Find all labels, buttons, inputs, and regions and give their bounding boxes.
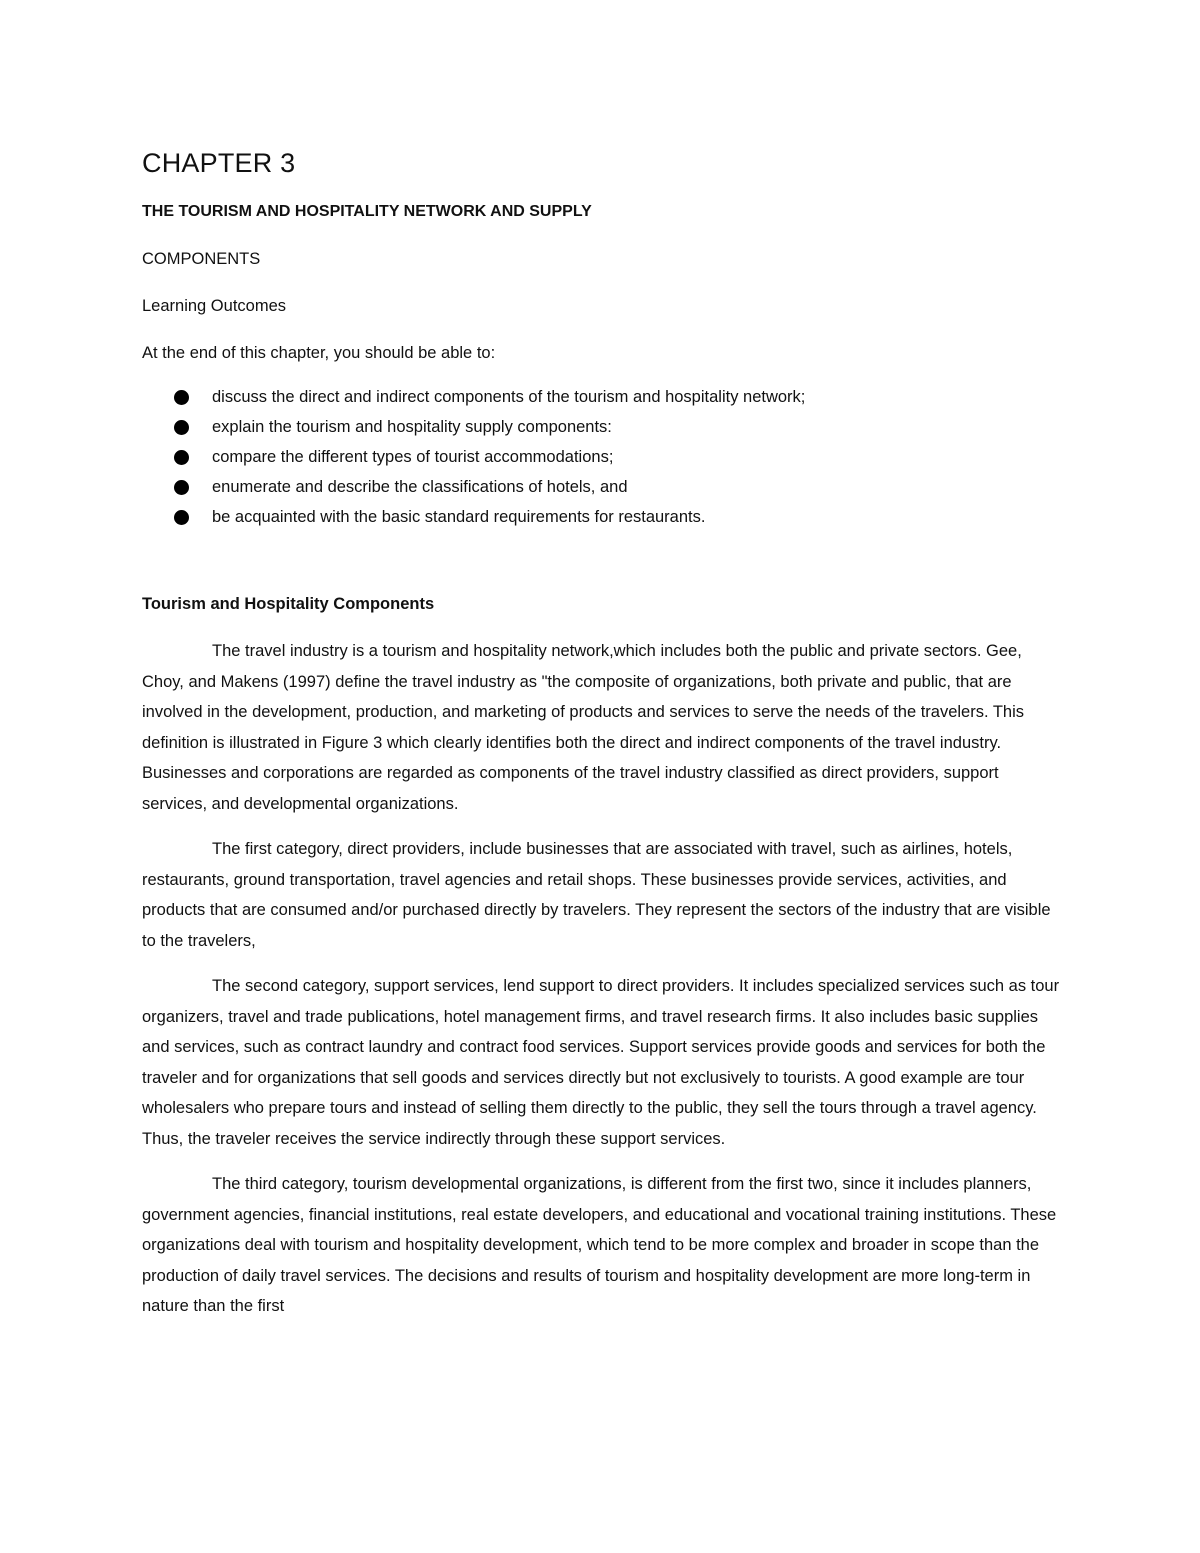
components-label: COMPONENTS (142, 250, 261, 268)
outcomes-intro-text: At the end of this chapter, you should be able to: (142, 344, 496, 362)
bullet-icon (174, 420, 189, 435)
document-content (142, 145, 1062, 1337)
list-item (174, 476, 1062, 506)
learning-outcomes-list (142, 386, 1062, 536)
outcome-text: enumerate and describe the classifications of hotels, and (212, 478, 628, 496)
list-item (174, 386, 1062, 416)
list-item (174, 416, 1062, 446)
bullet-icon (174, 480, 189, 495)
bullet-icon (174, 390, 189, 405)
chapter-title: CHAPTER 3 (142, 148, 296, 178)
bullet-icon (174, 450, 189, 465)
body-paragraph: The second category, support services, lend support to direct providers. It includes specialized services such as tour organizers, travel and trade publications, hotel management firms, and travel research firms. It also includes basic supplies and services, such as contract laundry and contract food services. Support services provide goods and services for both the traveler and for organizations that sell goods and services directly but not exclusively to tourists. A good example are tour wholesalers who prepare tours and instead of selling them directly to the public, they sell the tours through a travel agency. Thus, the traveler receives the service indirectly through these support services. (142, 977, 1060, 1148)
list-item (174, 506, 1062, 536)
outcome-text: compare the different types of tourist accommodations; (212, 448, 614, 466)
list-item (174, 446, 1062, 476)
outcome-text: discuss the direct and indirect components of the tourism and hospitality network; (212, 388, 806, 406)
outcome-text: be acquainted with the basic standard requirements for restaurants. (212, 508, 706, 526)
learning-outcomes-label: Learning Outcomes (142, 297, 286, 315)
body-paragraph: The travel industry is a tourism and hospitality network,which includes both the public and private sectors. Gee, Choy, and Makens (1997) define the travel industry as "the composite of organizations, both private and public, that are involved in the development, production, and marketing of products and services to serve the needs of the travelers. This definition is illustrated in Figure 3 which clearly identifies both the direct and indirect components of the travel industry. Businesses and corporations are regarded as components of the travel industry classified as direct providers, support services, and developmental organizations. (142, 642, 1025, 813)
bullet-icon (174, 510, 189, 525)
body-paragraph: The third category, tourism developmental organizations, is different from the first two, since it includes planners, government agencies, financial institutions, real estate developers, and educational and vocational training institutions. These organizations deal with tourism and hospitality development, which tend to be more complex and broader in scope than the production of daily travel services. The decisions and results of tourism and hospitality development are more long-term in nature than the first (142, 1175, 1057, 1315)
body-paragraph: The first category, direct providers, include businesses that are associated with travel, such as airlines, hotels, restaurants, ground transportation, travel agencies and retail shops. These businesses provide services, activities, and products that are consumed and/or purchased directly by travelers. They represent the sectors of the industry that are visible to the travelers, (142, 840, 1051, 950)
outcome-text: explain the tourism and hospitality supply components: (212, 418, 612, 436)
section-heading: Tourism and Hospitality Components (142, 595, 435, 613)
document-title: THE TOURISM AND HOSPITALITY NETWORK AND SUPPLY (142, 203, 592, 220)
